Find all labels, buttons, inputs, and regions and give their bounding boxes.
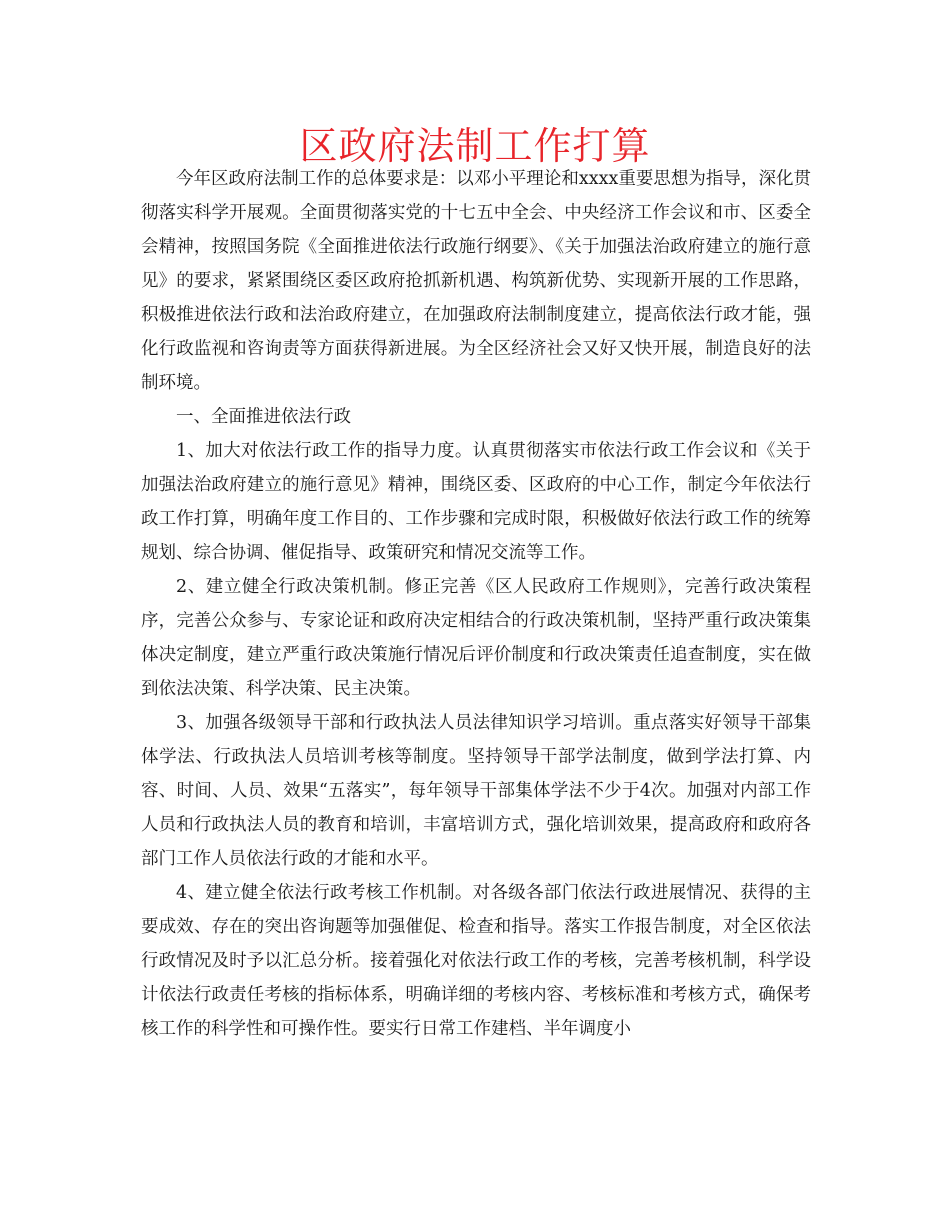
document-title: 区政府法制工作打算 [299,124,651,168]
paragraph-item-3: 3、加强各级领导干部和行政执法人员法律知识学习培训。重点落实好领导干部集体学法、行政执法人员培训考核等制度。坚持领导干部学法制度，做到学法打算、内容、时间、人员、效果“五落实”，每年领导干部集体学法不少于4次。加强对内部工作人员和行政执法人员的教育和培训，丰富培训方式，强化培训效果，提高政府和政府各部门工作人员依法行政的才能和水平。 [141,713,811,869]
section-heading: 一、全面推进依法行政 [176,407,351,427]
paragraph-intro: 今年区政府法制工作的总体要求是：以邓小平理论和xxxx重要思想为指导，深化贯彻落实科学开展观。全面贯彻落实党的十七五中全会、中央经济工作会议和市、区委全会精神，按照国务院《全面推进依法行政施行纲要》、《关于加强法治政府建立的施行意见》的要求，紧紧围绕区委区政府抢抓新机遇、构筑新优势、实现新开展的工作思路，积极推进依法行政和法治政府建立，在加强政府法制制度建立，提高依法行政才能，强化行政监视和咨询责等方面获得新进展。为全区经济社会又好又快开展，制造良好的法制环境。 [141,169,811,393]
paragraph-item-2: 2、建立健全行政决策机制。修正完善《区人民政府工作规则》，完善行政决策程序，完善公众参与、专家论证和政府决定相结合的行政决策机制，坚持严重行政决策集体决定制度，建立严重行政决策施行情况后评价制度和行政决策责任追查制度，实在做到依法决策、科学决策、民主决策。 [141,577,811,699]
document-body [141,162,811,1046]
paragraph-item-1: 1、加大对依法行政工作的指导力度。认真贯彻落实市依法行政工作会议和《关于加强法治政府建立的施行意见》精神，围绕区委、区政府的中心工作，制定今年依法行政工作打算，明确年度工作目的、工作步骤和完成时限，积极做好依法行政工作的统筹规划、综合协调、催促指导、政策研究和情况交流等工作。 [141,441,811,563]
paragraph-item-4: 4、建立健全依法行政考核工作机制。对各级各部门依法行政进展情况、获得的主要成效、存在的突出咨询题等加强催促、检查和指导。落实工作报告制度，对全区依法行政情况及时予以汇总分析。接着强化对依法行政工作的考核，完善考核机制，科学设计依法行政责任考核的指标体系，明确详细的考核内容、考核标准和考核方式，确保考核工作的科学性和可操作性。要实行日常工作建档、半年调度小 [141,883,811,1039]
